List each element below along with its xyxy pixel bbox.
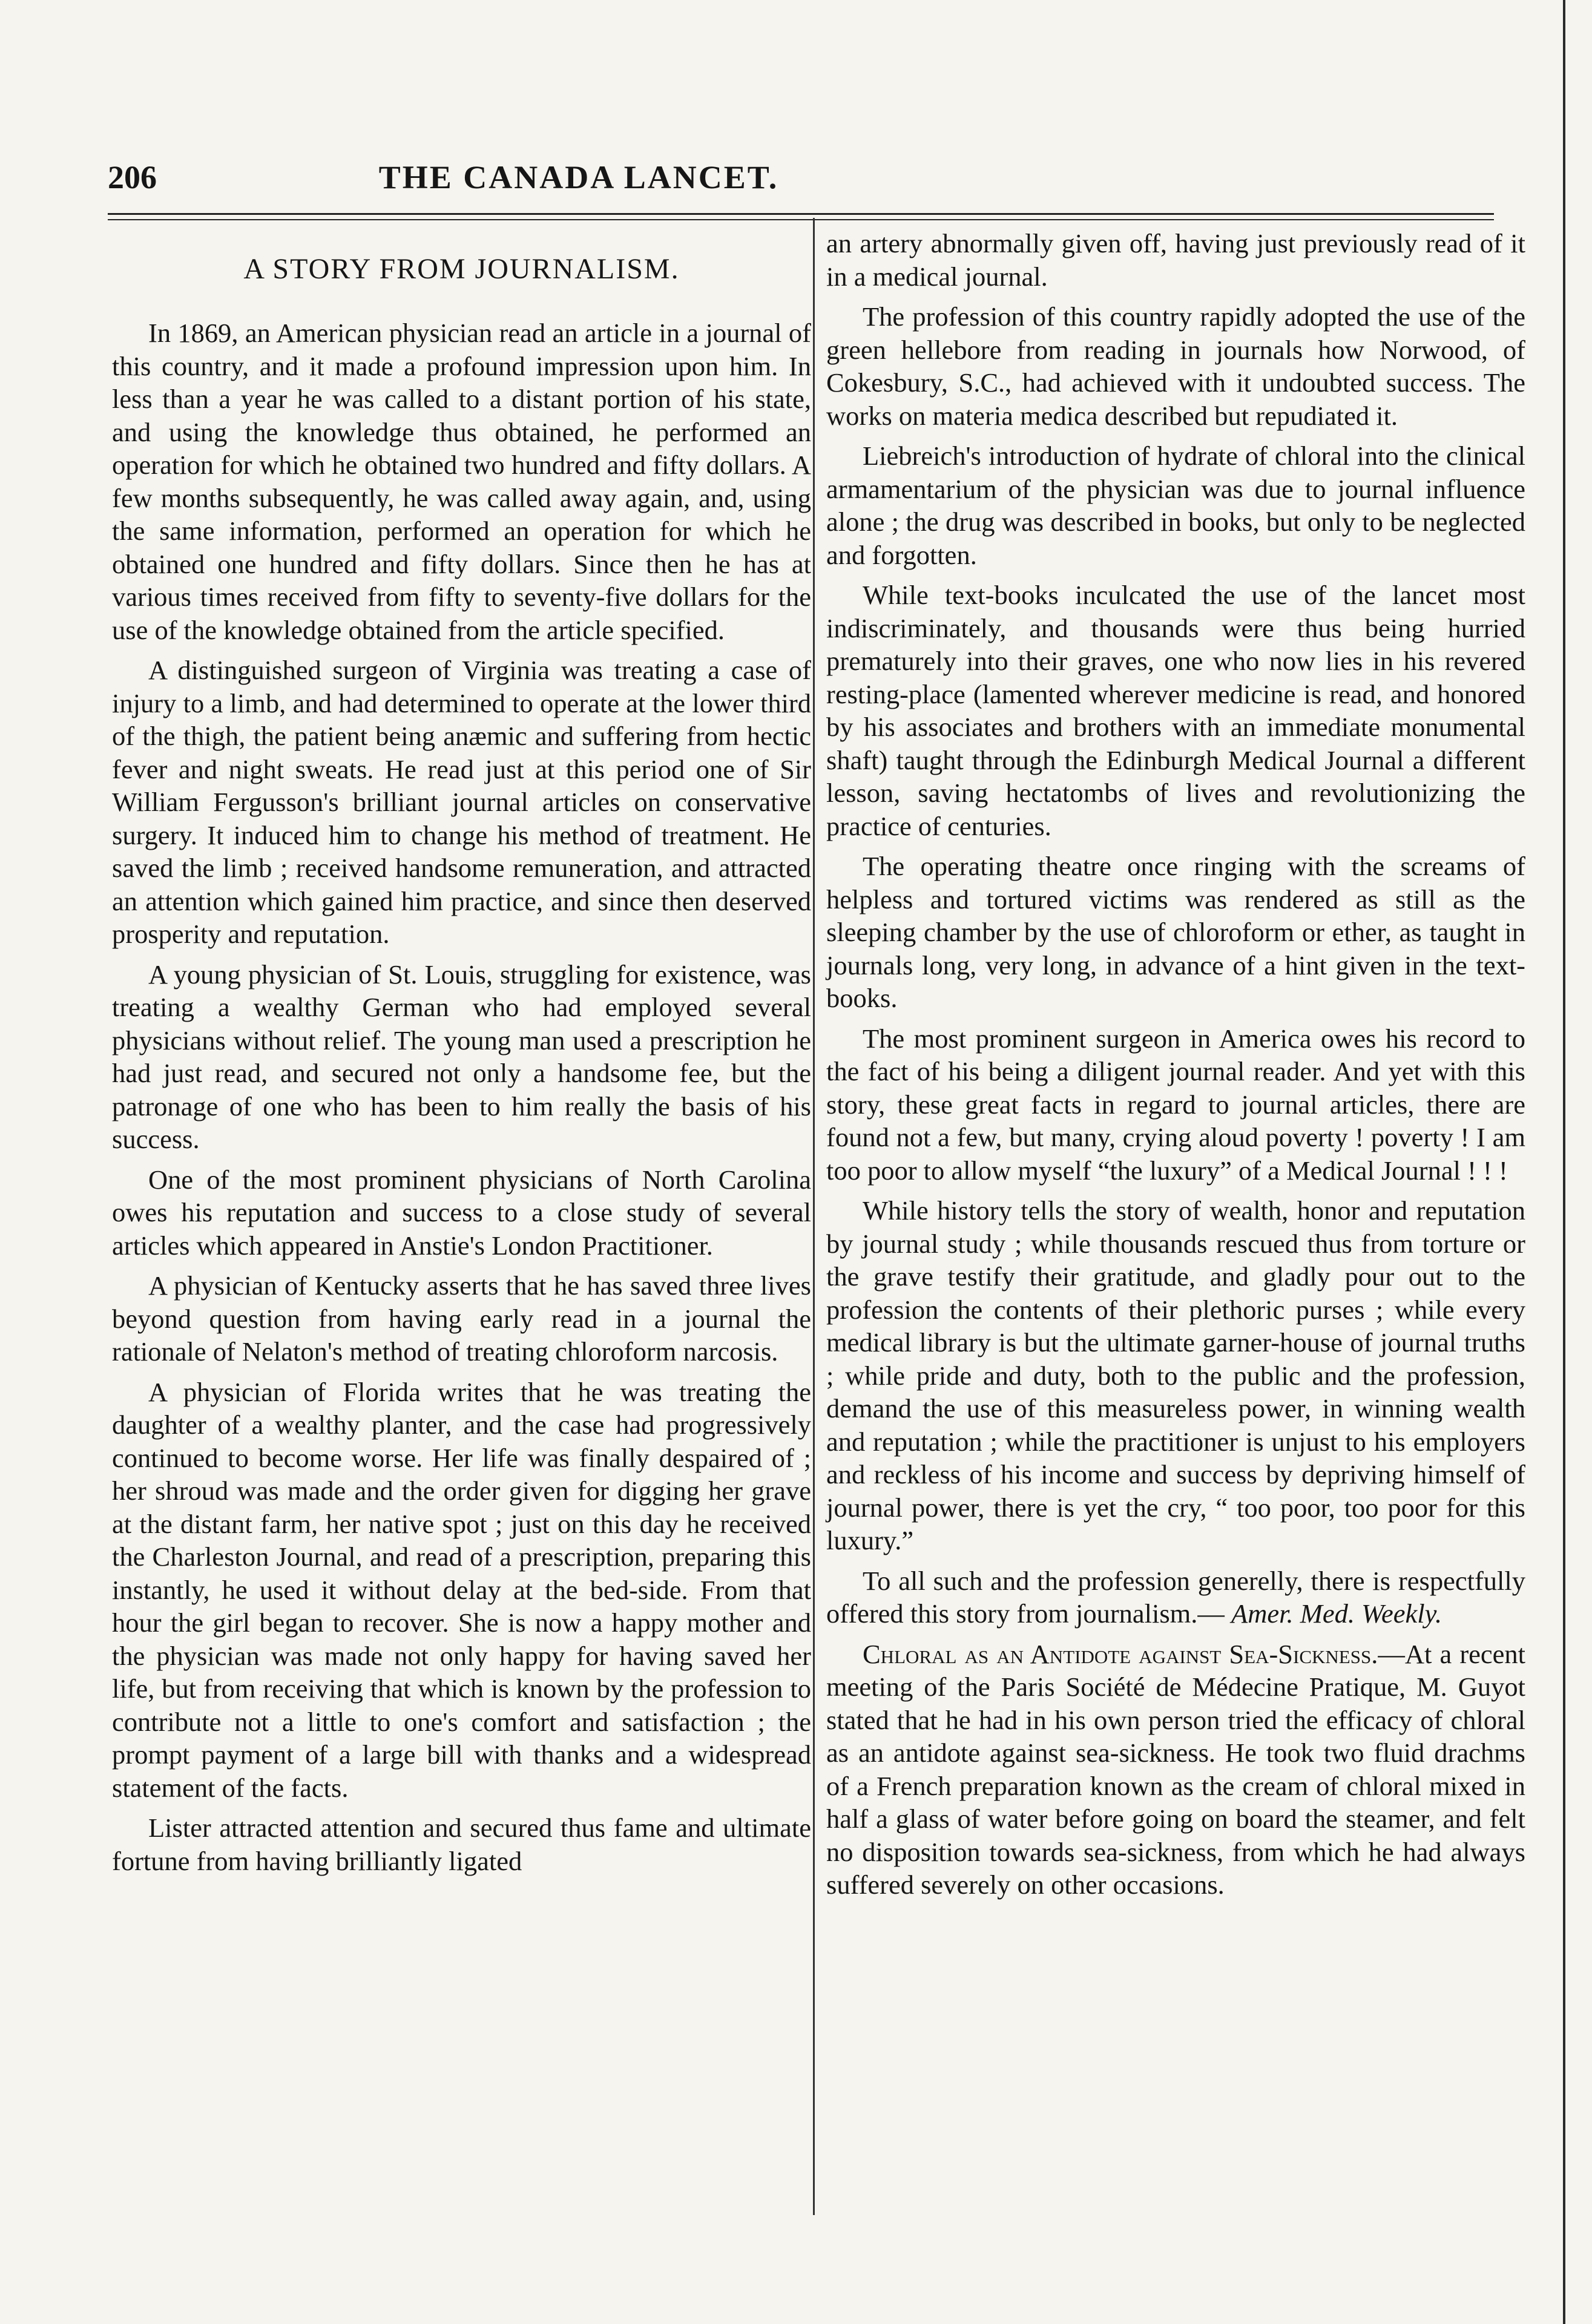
article-paragraph: A distinguished surgeon of Virginia was treating a case of injury to a limb, and had determined to operate at the lower third of the thigh, the patient being anæmic and suffering from hectic fever and night sweats. He read just at this period one of Sir William Fergusson's brilliant journal articles on conservative surgery. It induced him to change his method of treatment. He saved the limb ; received handsome remuneration, and attracted an attention which gained him practice, and since then deserved prosperity and reputation. bbox=[112, 655, 811, 949]
article-title: A STORY FROM JOURNALISM. bbox=[243, 253, 680, 285]
running-head: THE CANADA LANCET. bbox=[378, 159, 779, 195]
article-paragraph: In 1869, an American physician read an article in a journal of this country, and it made a profound impression upon him. In less than a year he was called to a distant portion of his state, and using the knowledge thus obtained, he performed an operation for which he obtained two hundred and fifty dollars. A few months subsequently, he was called away again, and, using the same information, performed an operation for which he obtained one hundred and fifty dollars. Since then he has at various times received from fifty to seventy-five dollars for the use of the knowledge obtained from the article specified. bbox=[112, 318, 811, 645]
article-closing bbox=[826, 1564, 1525, 1630]
page-header bbox=[108, 159, 1050, 201]
article-paragraph: The operating theatre once ringing with the screams of helpless and tortured victims was rendered as still as the sleeping chamber by the use of chloroform or ether, as taught in journals long, very long, in advance of a hint given in the text-books. bbox=[826, 851, 1525, 1013]
article-paragraph: A young physician of St. Louis, struggling for existence, was treating a wealthy German who had employed several physicians without relief. The young man used a prescription he had just read, and secured not only a handsome fee, but the patronage of one who has been to him really the basis of his success. bbox=[112, 959, 811, 1154]
article-paragraph: One of the most prominent physicians of North Carolina owes his reputation and success to a close study of several articles which appeared in Anstie's London Practitioner. bbox=[112, 1164, 811, 1261]
note-body: —At a recent meeting of the Paris Société de Médecine Pratique, M. Guyot stated that he had in his own person tried the efficacy of chloral as an antidote against sea-sickness. He took two fluid drachms of a French preparation known as the cream of chloral mixed in half a glass of water before going on board the steamer, and felt no disposition towards sea-sickness, from which he had always suffered severely on other occasions. bbox=[826, 1638, 1526, 1900]
column-divider bbox=[813, 218, 815, 2215]
page-number: 206 bbox=[108, 159, 157, 195]
header-rule bbox=[108, 213, 1494, 215]
page-edge-rule bbox=[1563, 0, 1565, 2324]
article-paragraph: The profession of this country rapidly adopted the use of the green hellebore from reading in journals how Norwood, of Cokesbury, S.C., had achieved with it undoubted success. The works on materia medica described but repudiated it. bbox=[826, 301, 1525, 431]
news-note bbox=[826, 1638, 1525, 1902]
closing-text: To all such and the profession generelly, there is respectfully offered this story from journalism.— bbox=[826, 1565, 1525, 1629]
left-column bbox=[112, 233, 811, 1885]
header-rule-double bbox=[108, 219, 1494, 220]
article-paragraph: While text-books inculcated the use of the lancet most indiscriminately, and thousands were thus being hurried prematurely into their graves, one who now lies in his revered resting-place (lamented wherever medicine is read, and honored by his associates and brothers with an immediate monumental shaft) taught through the Edinburgh Medical Journal a different lesson, saving hectatombs of lives and revolutionizing the practice of centuries. bbox=[826, 580, 1525, 841]
article-paragraph: Liebreich's introduction of hydrate of chloral into the clinical armamentarium of the physician was due to journal influence alone ; the drug was described in books, but only to be neglected and forgotten. bbox=[826, 441, 1525, 570]
article-paragraph: The most prominent surgeon in America owes his record to the fact of his being a diligent journal reader. And yet with this story, these great facts in regard to journal articles, there are found not a few, but many, crying aloud poverty ! poverty ! I am too poor to allow myself “the luxury” of a Medical Journal ! ! ! bbox=[826, 1023, 1525, 1186]
article-paragraph: A physician of Kentucky asserts that he has saved three lives beyond question from having early read in a journal the rationale of Nelaton's method of treating chloroform narcosis. bbox=[112, 1270, 811, 1367]
article-paragraph-continued: an artery abnormally given off, having just previously read of it in a medical journal. bbox=[826, 228, 1525, 292]
right-column bbox=[826, 227, 1525, 1909]
article-source: Amer. Med. Weekly. bbox=[1231, 1598, 1442, 1629]
note-heading: Chloral as an Antidote against Sea-Sickness. bbox=[863, 1638, 1378, 1669]
article-paragraph: While history tells the story of wealth, honor and reputation by journal study ; while thousands rescued thus from torture or the grave testify their gratitude, and gladly pour out to the profession the contents of their plethoric purses ; while every medical library is but the ultimate garner-house of journal truths ; while pride and duty, both to the public and the profession, demand the use of this measureless power, in winning wealth and reputation ; while the practitioner is unjust to his employers and reckless of his income and success by depriving himself of journal power, there is yet the cry, “ too poor, too poor for this luxury.” bbox=[826, 1195, 1525, 1555]
article-paragraph: Lister attracted attention and secured thus fame and ultimate fortune from having brilliantly ligated bbox=[112, 1813, 811, 1876]
article-paragraph: A physician of Florida writes that he was treating the daughter of a wealthy planter, and the case had progressively continued to become worse. Her life was finally despaired of ; her shroud was made and the order given for digging her grave at the distant farm, her native spot ; just on this day he received the Charleston Journal, and read of a prescription, preparing this instantly, he used it without delay at the bed-side. From that hour the girl began to recover. She is now a happy mother and the physician was made not only happy for having saved her life, but from receiving that which is known by the profession to contribute not a little to one's comfort and satisfaction ; the prompt payment of a large bill with thanks and a widespread statement of the facts. bbox=[112, 1376, 811, 1803]
